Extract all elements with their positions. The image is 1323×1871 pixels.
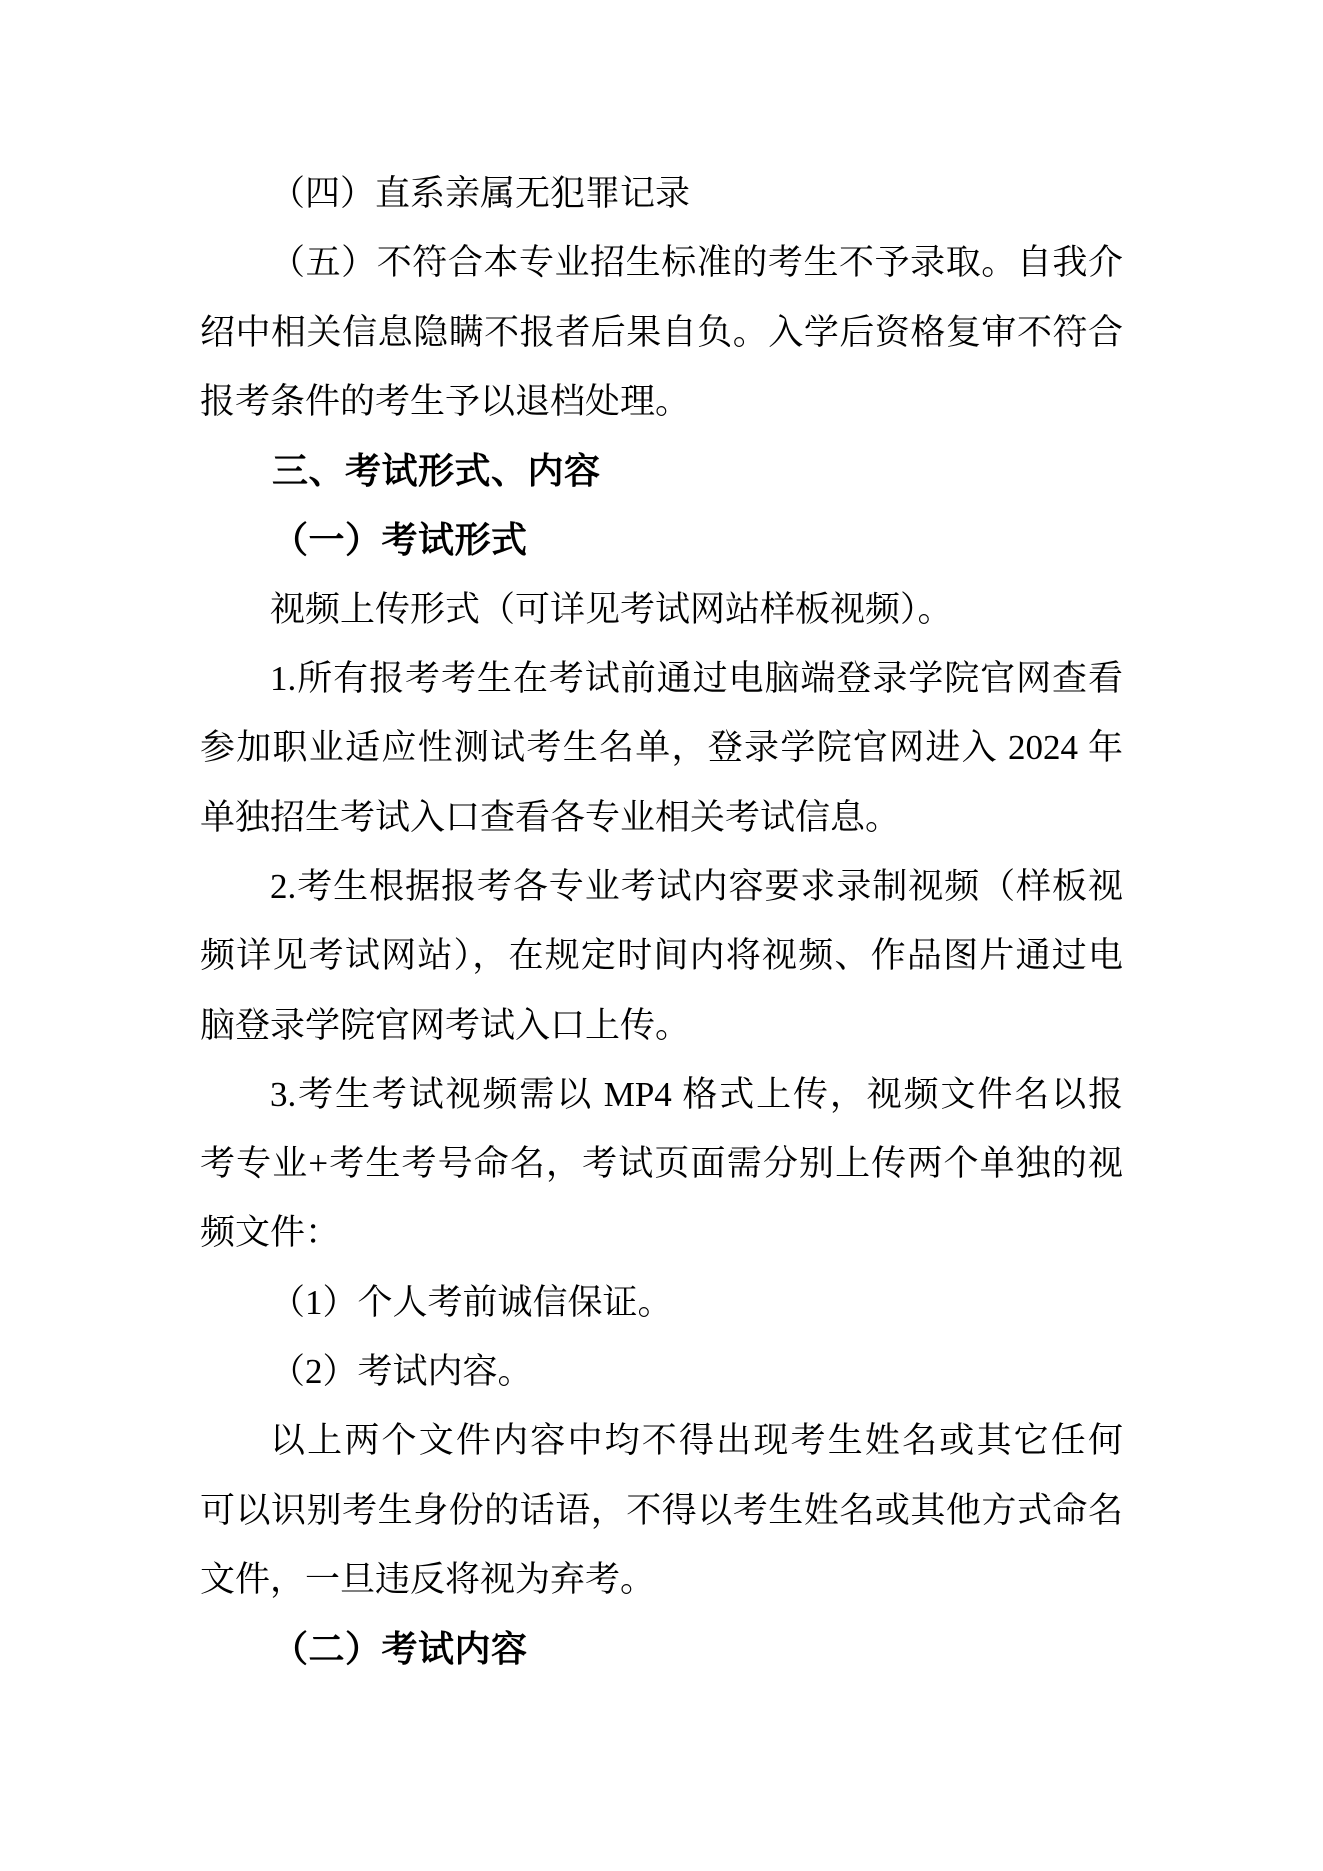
section-heading-paragraph <box>200 436 1123 505</box>
text-line: 考专业+考生考号命名，考试页面需分别上传两个单独的视 <box>200 1144 1123 1184</box>
body-paragraph <box>200 644 1123 852</box>
text-line: 频详见考试网站），在规定时间内将视频、作品图片通过电 <box>200 936 1123 976</box>
body-paragraph <box>200 1060 1123 1268</box>
text-line: 参加职业适应性测试考生名单，登录学院官网进入 2024 年 <box>200 728 1123 768</box>
body-paragraph <box>200 228 1123 436</box>
text-line: （1）个人考前诚信保证。 <box>270 1282 673 1322</box>
text-line: 视频上传形式（可详见考试网站样板视频）。 <box>270 589 953 629</box>
text-line: 绍中相关信息隐瞒不报者后果自负。入学后资格复审不符合 <box>200 312 1123 352</box>
text-line: 文件，一旦违反将视为弃考。 <box>200 1559 656 1599</box>
text-line: （2）考试内容。 <box>270 1352 533 1392</box>
text-line: （四）直系亲属无犯罪记录 <box>270 174 691 213</box>
body-paragraph <box>200 1337 1123 1406</box>
text-line: 3.考生考试视频需以 MP4 格式上传，视频文件名以报 <box>270 1074 1123 1114</box>
text-line: 可以识别考生身份的话语，不得以考生姓名或其他方式命名 <box>200 1490 1123 1530</box>
body-paragraph <box>200 1406 1123 1614</box>
section-heading: （一）考试形式 <box>272 519 528 561</box>
text-line: 频文件： <box>200 1213 341 1253</box>
text-line: 报考条件的考生予以退档处理。 <box>200 381 691 421</box>
text-line: 2.考生根据报考各专业考试内容要求录制视频（样板视 <box>270 866 1123 906</box>
body-paragraph <box>200 575 1123 644</box>
section-heading-paragraph <box>200 505 1123 574</box>
section-heading-paragraph <box>200 1614 1123 1683</box>
text-line: 单独招生考试入口查看各专业相关考试信息。 <box>200 797 901 837</box>
body-paragraph <box>200 159 1123 228</box>
text-line: （五）不符合本专业招生标准的考生不予录取。自我介 <box>270 243 1123 283</box>
text-line: 脑登录学院官网考试入口上传。 <box>200 1005 691 1045</box>
section-heading: 三、考试形式、内容 <box>272 450 601 492</box>
body-paragraph <box>200 1268 1123 1337</box>
body-paragraph <box>200 852 1123 1060</box>
text-block <box>200 159 1123 1684</box>
text-line: 1.所有报考考生在考试前通过电脑端登录学院官网查看 <box>270 659 1123 699</box>
text-line: 以上两个文件内容中均不得出现考生姓名或其它任何 <box>270 1421 1123 1461</box>
section-heading: （二）考试内容 <box>272 1628 528 1670</box>
